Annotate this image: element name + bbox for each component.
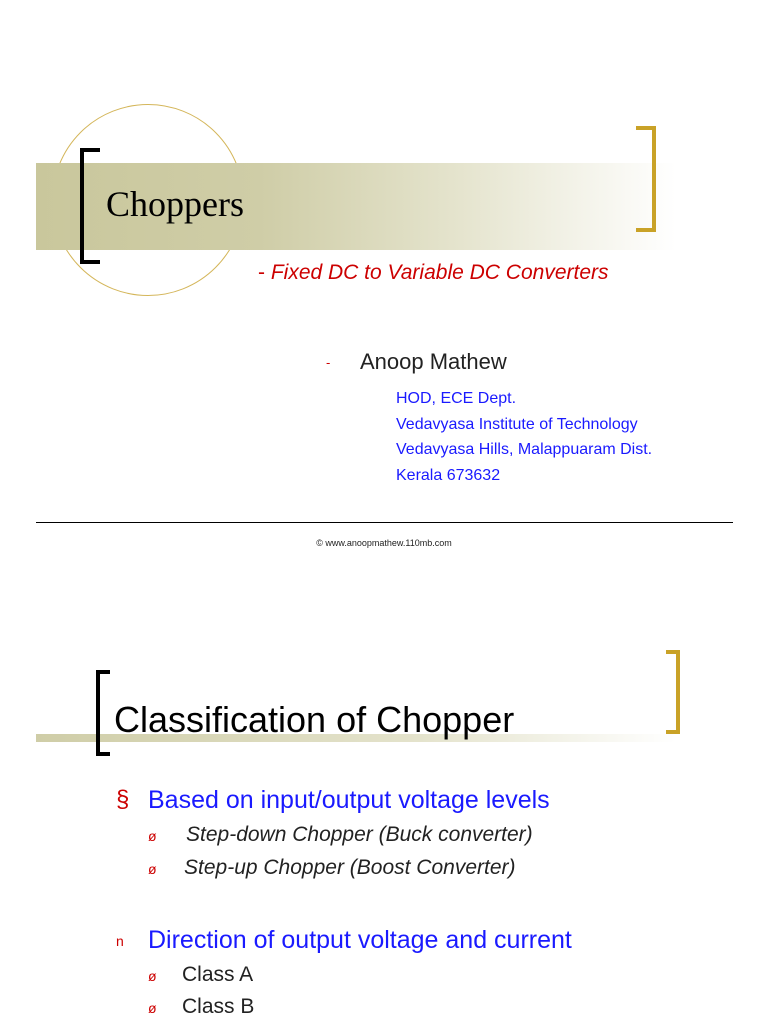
copyright-text: © www.anoopmathew.110mb.com	[316, 538, 452, 548]
bullet-heading: Based on input/output voltage levels	[148, 786, 550, 814]
sub-bullet-icon: ø	[148, 861, 157, 877]
right-bracket-icon	[636, 126, 656, 232]
left-bracket-icon	[96, 670, 110, 756]
sub-bullet-item: Class A	[182, 963, 254, 986]
sub-bullet-icon: ø	[148, 968, 157, 984]
slide-title: Choppers	[106, 184, 244, 224]
section-bullet-icon: §	[116, 786, 130, 813]
left-bracket-icon	[80, 148, 100, 264]
right-bracket-icon	[666, 650, 680, 734]
footer-divider	[36, 522, 733, 523]
slide-subtitle	[258, 260, 609, 285]
affiliation-line: Kerala 673632	[396, 467, 501, 485]
sub-bullet-item: Step-up Chopper (Boost Converter)	[184, 856, 516, 879]
sub-bullet-item: Step-down Chopper (Buck converter)	[186, 823, 533, 846]
affiliation-line: Vedavyasa Hills, Malappuaram Dist.	[396, 441, 653, 459]
section-bullet-icon: n	[116, 933, 124, 949]
subtitle-text: Fixed DC to Variable DC Converters	[270, 261, 609, 284]
affiliation-line: Vedavyasa Institute of Technology	[396, 415, 638, 433]
sub-bullet-icon: ø	[148, 1000, 157, 1016]
bullet-heading: Direction of output voltage and current	[148, 926, 572, 954]
affiliation-block	[396, 386, 652, 489]
affiliation-line: HOD, ECE Dept.	[396, 390, 517, 407]
slide-title: Classification of Chopper	[114, 699, 515, 740]
author-marker: -	[326, 355, 331, 370]
sub-bullet-item: Class B	[182, 995, 255, 1018]
subtitle-dash: -	[258, 261, 271, 284]
sub-bullet-icon: ø	[148, 828, 157, 844]
author-name: Anoop Mathew	[360, 349, 507, 374]
